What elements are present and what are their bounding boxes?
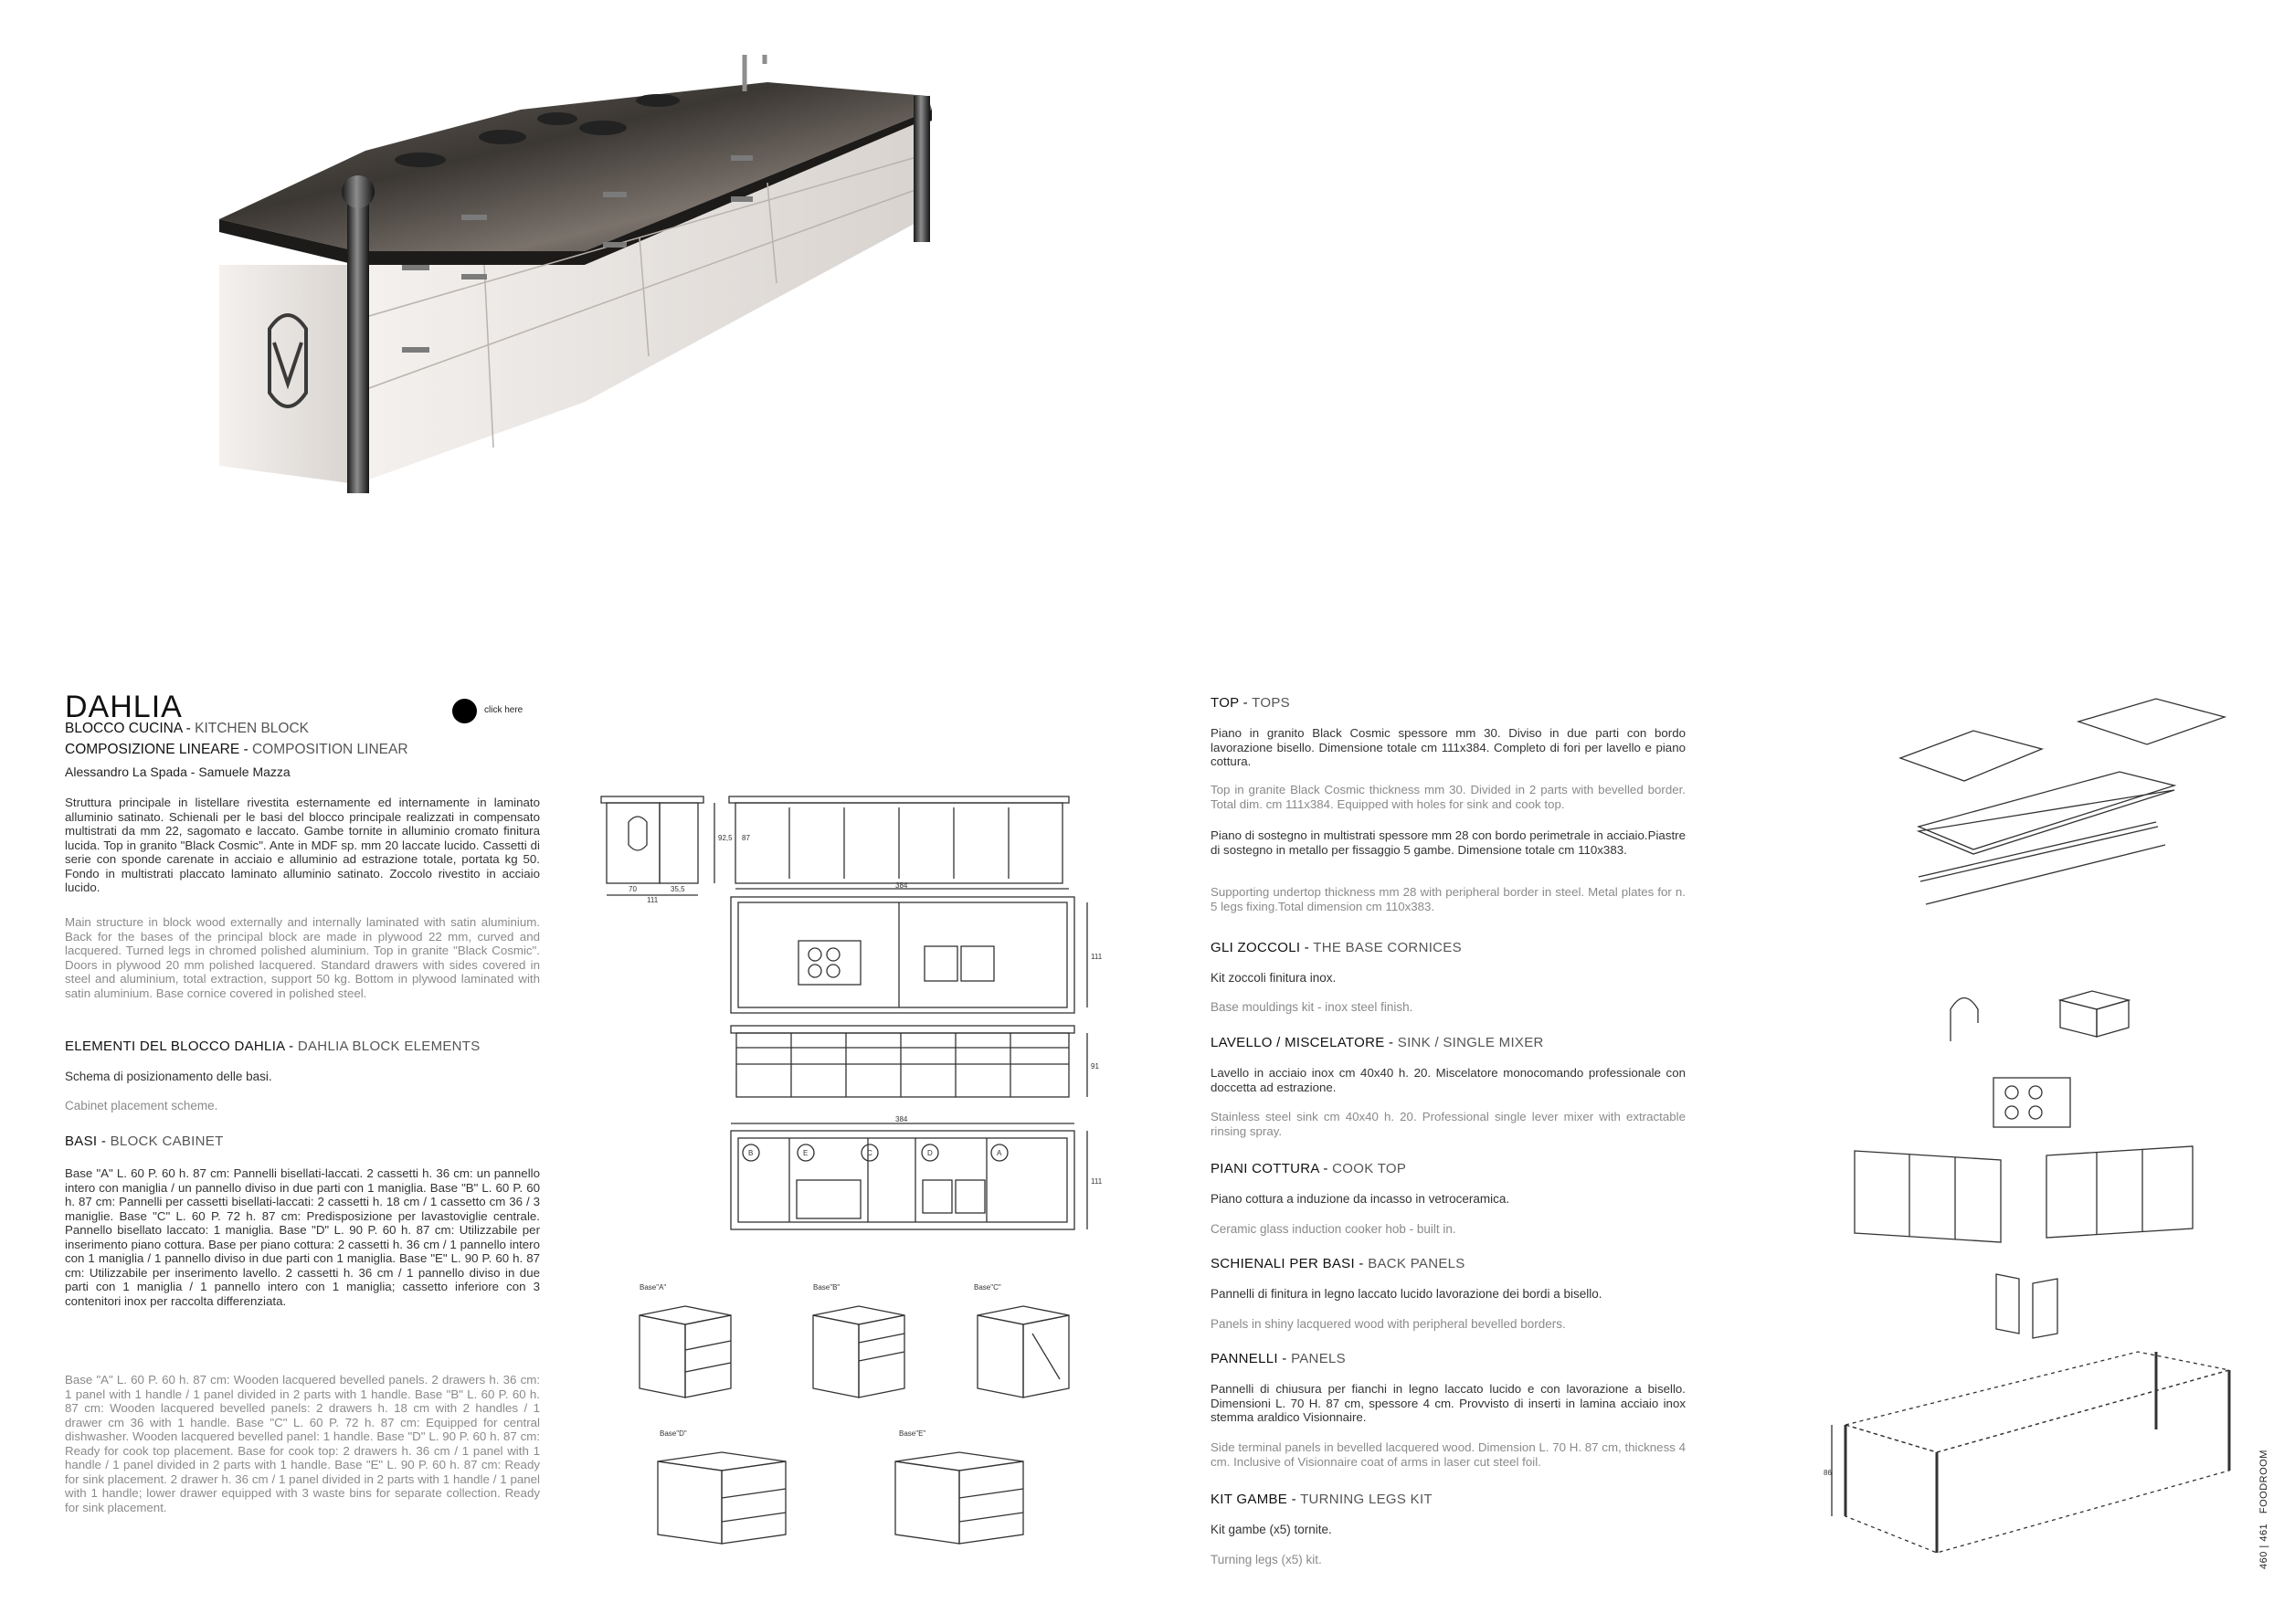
spec-top-it: Piano in granito Black Cosmic spessore mm 30. Diviso in due parti con bordo lavorazione bisello. Dimensione totale cm 111x384. Completo di fori per lavello e piano cottura. [1211,726,1686,768]
dim-35: 35,5 [671,885,685,893]
product-subtitle-1: BLOCCO CUCINA - KITCHEN BLOCK [65,721,309,736]
dim-92: 92,5 [718,834,733,842]
spec-panels-it: Pannelli di chiusura per fianchi in legno laccato lucido e con lavorazione a bisello. Dimensioni L. 70 H. 87 cm, spessore 4 cm. Provvisto di inserti in lamina acciaio inox stemma araldico Visionnaire. [1211,1382,1686,1424]
exploded-components [1818,694,2247,1589]
spec-panels-heading: PANNELLI - PANELS [1211,1351,1346,1366]
spec-cooktop-heading: PIANI COTTURA - COOK TOP [1211,1161,1407,1176]
click-here-label[interactable]: click here [484,705,523,715]
spec-legs-en: Turning legs (x5) kit. [1211,1553,1322,1566]
spec-cooktop-en: Ceramic glass induction cooker hob - built in. [1211,1222,1456,1236]
kitchen-island-photo [219,55,950,658]
description-it: Struttura principale in listellare rivestita esternamente ed internamente in laminato alluminio satinato. Schienali per le basi del blocco principale realizzati in compensato multistrati da mm 22, sagomato e laccato. Gambe tornite in alluminio cromato finitura lucida. Top in granito "Black Cosmic". Ante in MDF sp. mm 20 laccate lucido. Cassetti di serie con sponde carenate in acciaio e alluminio ad estrazione totale, portata kg 50. Fondo in multistrati placcato laminato alluminio satinato. Zoccolo rivestito in acciaio lucido. [65,796,540,894]
elements-text-en: Cabinet placement scheme. [65,1099,218,1113]
dim-384b: 384 [895,1115,908,1123]
basi-text-en: Base "A" L. 60 P. 60 h. 87 cm: Wooden lacquered bevelled panels. 2 drawers h. 36 cm: 1 panel with 1 handle / 1 panel divided in 2 parts with 1 handle. Base "B" L. 60 P. 60 h. 87 cm: Wooden lacquered bevelled panels: 2 drawers h. 18 cm with 2 handles / 1 drawer cm 36 with 1 handle. Base "C" L. 60 P. 72 h. 87 cm: Equipped for central dishwasher. Wooden lacquered bevelled panel: 1 handle. Base "D" L. 90 P. 60 h. 87 cm: Ready for cook top placement. Base for cook top: 2 drawers h. 36 cm / 1 panel with 1 handle / 1 panel divided in 2 parts with 1 handle. Base "E" L. 90 P. 60 h. 87 cm: Ready for sink placement. 2 drawer h. 36 cm / 1 panel divided in 2 parts with 1 handle / 1 panel with 1 handle; lower drawer equipped with 3 waste bins for separate collection. Ready for sink placement. [65,1373,540,1514]
dim-111c: 111 [1091,1177,1103,1186]
spec-panels-en: Side terminal panels in bevelled lacquered wood. Dimension L. 70 H. 87 cm, thickness 4 cm. Inclusive of Visionnaire coat of arms in laser cut steel foil. [1211,1440,1686,1469]
cabinet-label-c: Base"C" [974,1283,1001,1292]
dim-70: 70 [629,885,637,893]
dim-384a: 384 [895,881,908,890]
spec-top-heading: TOP - TOPS [1211,695,1290,711]
plan-letter-a: A [997,1149,1002,1157]
cabinet-label-d: Base"D" [660,1429,687,1438]
dim-111: 111 [647,896,659,904]
designers: Alessandro La Spada - Samuele Mazza [65,765,291,779]
page-footer: 460 | 461 FOODROOM [2258,1450,2269,1569]
basi-text-it: Base "A" L. 60 P. 60 h. 87 cm: Pannelli bisellati-laccati. 2 cassetti h. 36 cm: un pannello intero con maniglia / un pannello diviso in due parti con 1 maniglia. Base "B" L. 60 P. 60 h. 87 cm: Pannelli per cassetti bisellati-laccati: 2 cassetti h. 18 cm / 1 cassetto cm 36 / 3 maniglie. Base "C" L. 60 P. 72 h. 87 cm: Predisposizione per lavastoviglie centrale. Pannello bisellato laccato: 1 maniglia. Base "D" L. 90 P. 60 h. 87 cm: Utilizzabile per inserimento piano cottura. Base per piano cottura: 2 cassetti h. 36 cm / 1 pannello intero con 1 maniglia / 1 pannello diviso in due parti con 1 maniglia. Base "E" L. 90 P. 60 h. 87 cm: Utilizzabile per inserimento lavello. 2 cassetti h. 36 cm / 1 pannello diviso in due parti con 1 maniglia / 1 pannello intero con 1 maniglia; cassetto inferiore con 3 contenitori inox per raccolta differenziata. [65,1166,540,1308]
spec-top-it-2: Piano di sostegno in multistrati spessore mm 28 con bordo perimetrale in acciaio.Piastre di sostegno in metallo per fissaggio 5 gambe. Dimensione totale cm 110x383. [1211,828,1686,857]
plan-drawings [594,786,1105,1598]
spec-sink-it: Lavello in acciaio inox cm 40x40 h. 20. Miscelatore monocomando professionale con doccetta ad estrazione. [1211,1066,1686,1094]
product-title: DAHLIA [65,690,183,724]
elements-text-it: Schema di posizionamento delle basi. [65,1070,272,1083]
dim-87: 87 [742,834,750,842]
cabinet-label-b: Base"B" [813,1283,841,1292]
spec-legs-it: Kit gambe (x5) tornite. [1211,1523,1332,1536]
plan-letter-b: B [748,1149,754,1157]
cabinet-label-e: Base"E" [899,1429,926,1438]
click-here-button[interactable] [452,699,477,723]
dim-111b: 111 [1091,953,1103,961]
spec-cornices-it: Kit zoccoli finitura inox. [1211,971,1337,985]
plan-letter-e: E [803,1149,809,1157]
elements-heading: ELEMENTI DEL BLOCCO DAHLIA - DAHLIA BLOCK ELEMENTS [65,1039,481,1054]
spec-backpanels-en: Panels in shiny lacquered wood with peripheral bevelled borders. [1211,1317,1566,1331]
plan-letter-d: D [927,1149,933,1157]
legs-dim: 86 [1824,1469,1832,1477]
spec-cooktop-it: Piano cottura a induzione da incasso in vetroceramica. [1211,1192,1510,1206]
spec-sink-en: Stainless steel sink cm 40x40 h. 20. Professional single lever mixer with extractable rinsing spray. [1211,1110,1686,1138]
product-subtitle-2: COMPOSIZIONE LINEARE - COMPOSITION LINEAR [65,742,408,757]
spec-top-en: Top in granite Black Cosmic thickness mm 30. Divided in 2 parts with bevelled border. Total dim. cm 111x384. Equipped with holes for sink and cook top. [1211,783,1686,811]
dim-91: 91 [1091,1062,1099,1070]
description-en: Main structure in block wood externally and internally laminated with satin aluminium. Back for the bases of the principal block are made in plywood 22 mm, curved and lacquered. Turned legs in chromed polished aluminium. Top in granite "Black Cosmic". Doors in plywood 20 mm polished lacquered. Standard drawers with sides covered in steel and aluminium, total extraction, support 50 kg. Bottom in plywood laminated with satin aluminium. Base cornice covered in polished steel. [65,915,540,1000]
cabinet-label-a: Base"A" [640,1283,667,1292]
plan-letter-c: C [867,1149,872,1157]
spec-cornices-heading: GLI ZOCCOLI - THE BASE CORNICES [1211,940,1462,955]
basi-heading: BASI - BLOCK CABINET [65,1134,224,1149]
spec-sink-heading: LAVELLO / MISCELATORE - SINK / SINGLE MIXER [1211,1035,1544,1050]
spec-cornices-en: Base mouldings kit - inox steel finish. [1211,1000,1413,1014]
spec-backpanels-heading: SCHIENALI PER BASI - BACK PANELS [1211,1256,1465,1271]
spec-legs-heading: KIT GAMBE - TURNING LEGS KIT [1211,1492,1433,1507]
spec-top-en-2: Supporting undertop thickness mm 28 with peripheral border in steel. Metal plates for n. 5 legs fixing.Total dimension cm 110x383. [1211,885,1686,913]
spec-backpanels-it: Pannelli di finitura in legno laccato lucido lavorazione dei bordi a bisello. [1211,1287,1602,1301]
